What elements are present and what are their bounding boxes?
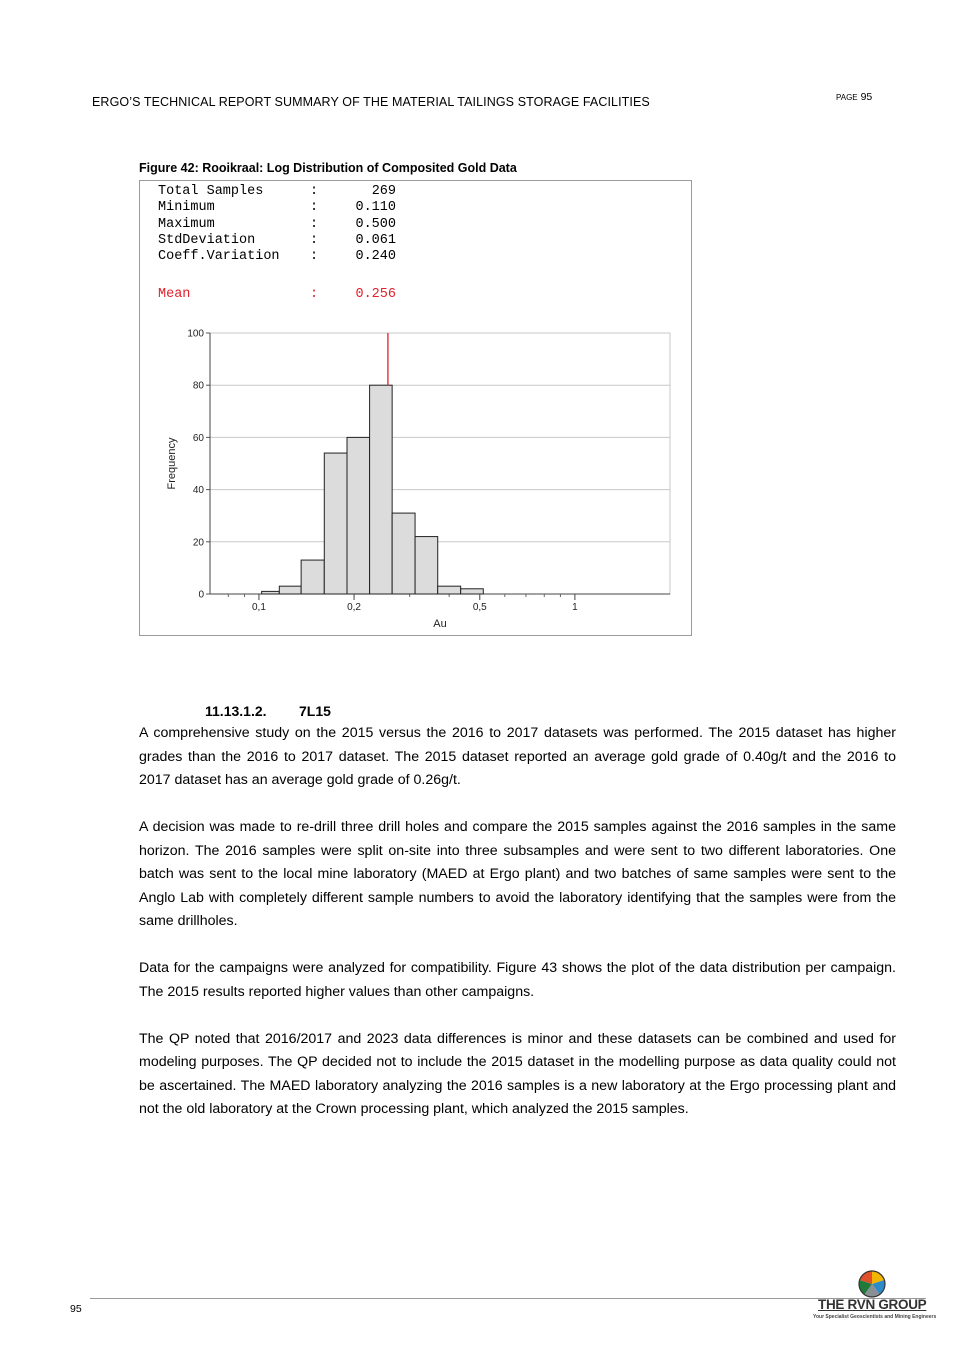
section-heading <box>205 703 331 719</box>
histogram-bar <box>461 589 484 594</box>
histogram-bar <box>279 586 301 594</box>
y-tick-label: 100 <box>187 328 204 340</box>
stats-sep: : <box>310 184 319 199</box>
paragraph: A comprehensive study on the 2015 versus the 2016 to 2017 datasets was performed. The 2015 dataset has higher grades than the 2016 to 2017 dataset. The 2015 dataset reported an average gold grade of 0.40g/t and the 2016 to 2017 dataset has an average gold grade of 0.26g/t. <box>139 725 896 788</box>
y-tick-label: 20 <box>192 537 204 549</box>
mean-value: 0.256 <box>355 287 396 303</box>
stats-label: Coeff.Variation <box>158 249 280 265</box>
stats-value: 0.061 <box>355 232 396 248</box>
mean-sep: : <box>310 287 319 303</box>
header-page-number <box>836 91 872 103</box>
histogram-bar <box>324 453 347 594</box>
plot-area <box>210 333 670 594</box>
stats-value: 0.500 <box>355 216 396 232</box>
x-tick-label: 0,2 <box>347 602 362 613</box>
y-tick-label: 80 <box>192 380 204 392</box>
histogram-bar <box>262 591 280 594</box>
histogram-bar <box>392 513 415 594</box>
logo-wheel-icon <box>858 1270 886 1298</box>
x-tick-label: 0,1 <box>251 602 266 613</box>
logo-text: THE RVN GROUP <box>818 1297 927 1312</box>
footer-divider <box>90 1298 926 1299</box>
rvn-group-logo <box>812 1268 937 1324</box>
body-text <box>139 722 896 1145</box>
histogram-bar <box>438 586 461 594</box>
stats-label: Total Samples <box>158 184 264 199</box>
x-axis-label: Au <box>433 618 447 630</box>
stats-label: Minimum <box>158 200 215 216</box>
stats-sep: : <box>310 200 319 216</box>
page-prefix: PAGE <box>836 93 858 102</box>
histogram-chart <box>140 181 691 635</box>
stats-value: 0.110 <box>355 200 396 216</box>
logo-tagline: Your Specialist Geoscientists and Mining Engineers <box>813 1314 937 1320</box>
y-tick-label: 0 <box>198 589 204 601</box>
stats-sep: : <box>310 216 319 232</box>
paragraph: The QP noted that 2016/2017 and 2023 data differences is minor and these datasets can be combined and used for modeling purposes. The QP decided not to include the 2015 dataset in the modelling purpose as data quality could not be ascertained. The MAED laboratory analyzing the 2016 samples is a new laboratory at the Ergo processing plant and not the old laboratory at the Crown processing plant, which analyzed the 2015 samples. <box>139 1030 896 1117</box>
section-number: 11.13.1.2. <box>205 703 267 719</box>
stats-label: Maximum <box>158 216 215 232</box>
paragraph: A decision was made to re-drill three drill holes and compare the 2015 samples against the 2016 samples in the same horizon. The 2016 samples were split on-site into three subsamples and were sent to two different laboratories. One batch was sent to the local mine laboratory (MAED at Ergo plant) and two batches of same samples were sent to the Anglo Lab with completely different sample numbers to avoid the laboratory identifying that the samples were from the same drillholes. <box>139 819 896 929</box>
figure-frame <box>139 180 692 636</box>
x-tick-label: 1 <box>572 602 578 613</box>
stats-label: StdDeviation <box>158 232 256 248</box>
footer-page-number: 95 <box>70 1303 82 1315</box>
x-tick-label: 0,5 <box>472 602 487 613</box>
histogram-bar <box>301 560 324 594</box>
stats-value: 0.240 <box>355 249 396 265</box>
mean-label: Mean <box>158 287 191 303</box>
y-axis-label: Frequency <box>166 437 178 490</box>
histogram-bar <box>370 385 393 594</box>
paragraph: Data for the campaigns were analyzed for compatibility. Figure 43 shows the plot of the data distribution per campaign. The 2015 results reported higher values than other campaigns. <box>139 960 896 1000</box>
y-tick-label: 40 <box>192 485 204 497</box>
stats-sep: : <box>310 249 319 265</box>
histogram-bar <box>415 537 438 594</box>
stats-sep: : <box>310 232 319 248</box>
stats-value: 269 <box>371 184 396 199</box>
report-header-title: ERGO’S TECHNICAL REPORT SUMMARY OF THE MATERIAL TAILINGS STORAGE FACILITIES <box>92 95 650 109</box>
figure-caption: Figure 42: Rooikraal: Log Distribution of Composited Gold Data <box>139 161 517 175</box>
section-title: 7L15 <box>299 703 331 719</box>
histogram-bar <box>347 437 370 594</box>
y-tick-label: 60 <box>192 432 204 444</box>
page-number: 95 <box>860 91 873 103</box>
